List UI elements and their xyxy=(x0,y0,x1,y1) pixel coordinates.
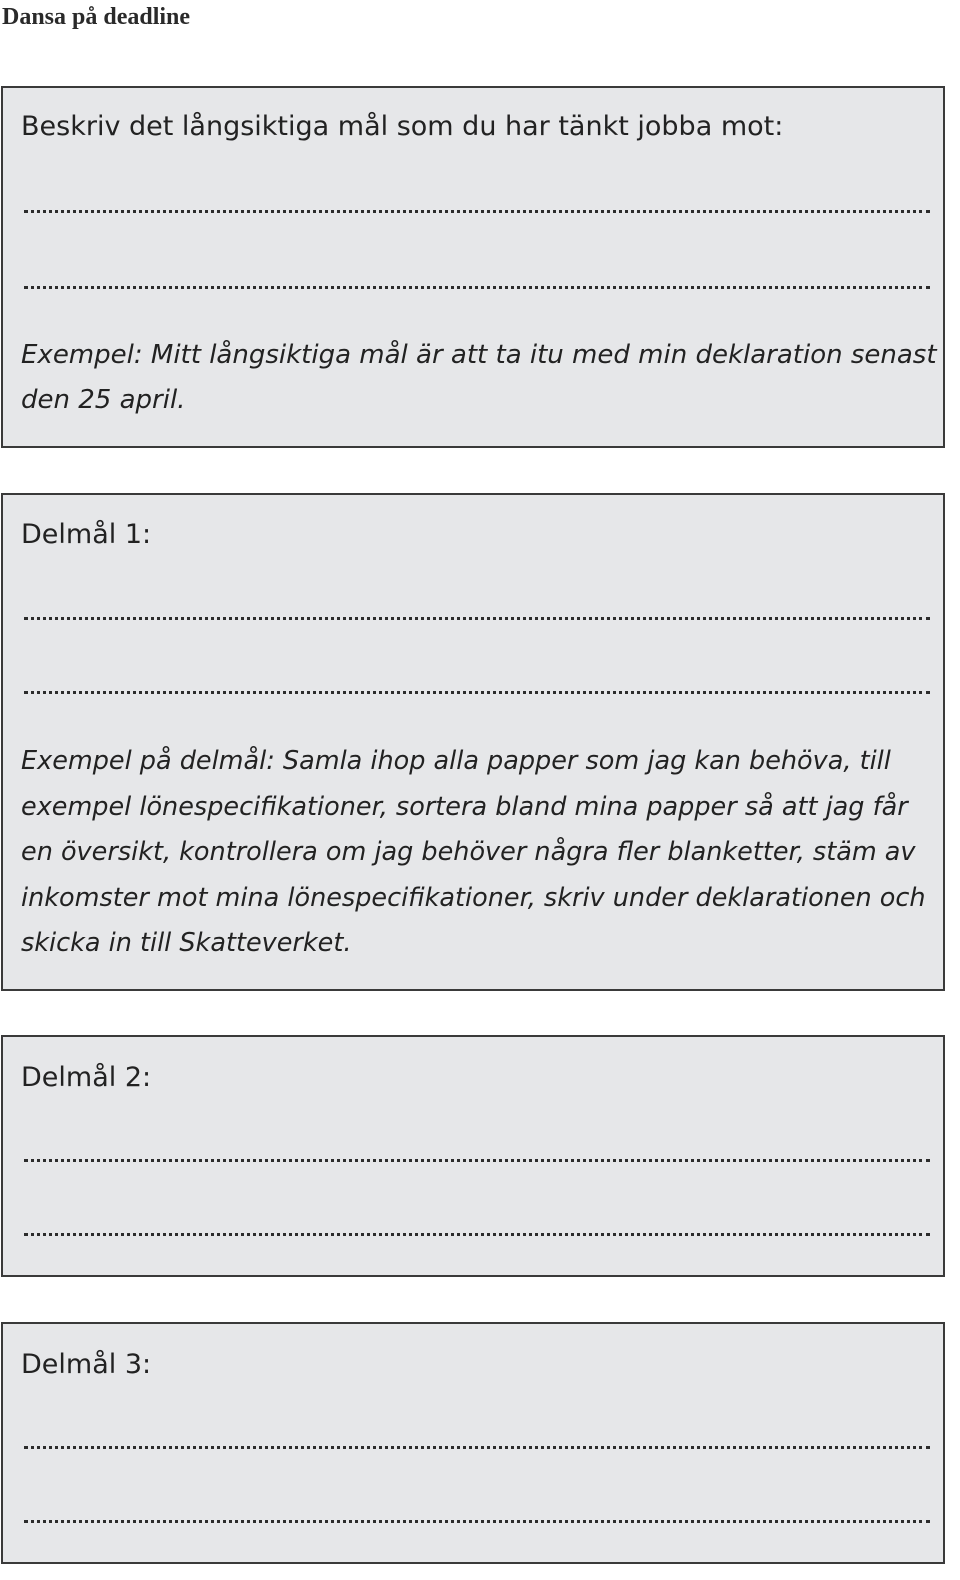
page-title: Dansa på deadline xyxy=(2,4,191,30)
long-term-goal-example: Exempel: Mitt långsiktiga mål är att ta itu med min deklaration senast den 25 april. xyxy=(21,340,937,415)
answer-line[interactable] xyxy=(24,1520,930,1523)
answer-line[interactable] xyxy=(24,1446,930,1449)
answer-line[interactable] xyxy=(24,286,930,289)
subgoal-3-box xyxy=(1,1322,945,1564)
subgoal-1-example: Exempel på delmål: Samla ihop alla papper som jag kan behöva, till exempel lönespecifikationer, sortera bland mina papper så att jag får en översikt, kontrollera om jag behöver några fler blanketter, stäm av inkomster mot mina lönespecifikationer, skriv under deklarationen och skicka in till Skatteverket. xyxy=(21,746,926,958)
subgoal-3-heading: Delmål 3: xyxy=(21,1349,152,1380)
subgoal-2-box xyxy=(1,1035,945,1277)
answer-line[interactable] xyxy=(24,691,930,694)
subgoal-1-heading: Delmål 1: xyxy=(21,519,152,550)
long-term-goal-box xyxy=(1,86,945,448)
answer-line[interactable] xyxy=(24,1159,930,1162)
answer-line[interactable] xyxy=(24,1233,930,1236)
subgoal-2-heading: Delmål 2: xyxy=(21,1062,152,1093)
long-term-goal-heading: Beskriv det långsiktiga mål som du har tänkt jobba mot: xyxy=(21,111,784,142)
answer-line[interactable] xyxy=(24,617,930,620)
answer-line[interactable] xyxy=(24,210,930,213)
subgoal-1-box xyxy=(1,493,945,991)
